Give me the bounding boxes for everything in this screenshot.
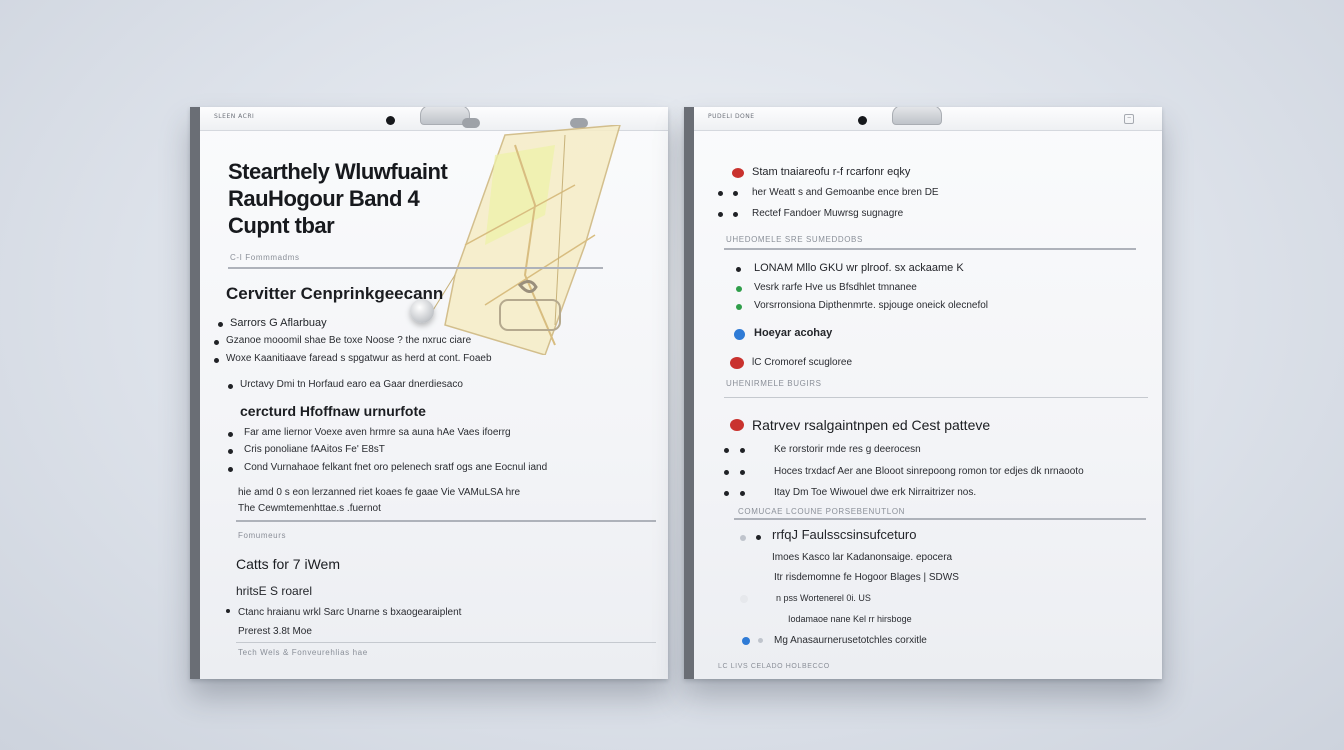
left-title-line3: Cupnt tbar bbox=[228, 213, 335, 238]
bullet-icon bbox=[218, 322, 223, 327]
bullet-icon bbox=[740, 448, 745, 453]
bullet-icon bbox=[228, 432, 233, 437]
list-item: Iodamaoe nane Kel rr hirsboge bbox=[788, 614, 912, 624]
list-item: Woxe Kaanitiaave faread s spgatwur as herd at cont. Foaeb bbox=[226, 353, 492, 364]
list-item: Gzanoe mooomil shae Be toxe Noose ? the nxruc ciare bbox=[226, 335, 472, 346]
left-subhead: Catts for 7 iWem bbox=[236, 556, 340, 572]
right-spine-clip bbox=[684, 151, 694, 181]
bullet-icon bbox=[733, 191, 738, 196]
blue-dot-icon bbox=[742, 637, 750, 645]
bullet-icon bbox=[736, 267, 741, 272]
blue-dot-icon bbox=[734, 329, 745, 340]
list-item: Imoes Kasco lar Kadanonsaige. epocera bbox=[772, 552, 953, 563]
list-item: Hoeyar acohay bbox=[754, 327, 833, 339]
divider bbox=[724, 248, 1136, 250]
left-title-line2: RauHogour Band 4 bbox=[228, 186, 420, 211]
list-item: Far ame liernor Voexe aven hrmre sa auna hAe Vaes ifoerrg bbox=[244, 427, 511, 438]
list-item: lC Cromoref scugloree bbox=[752, 357, 853, 368]
bullet-icon bbox=[724, 470, 729, 475]
left-title-label: SLEEN ACRI bbox=[214, 113, 255, 120]
list-item: Ke rorstorir rnde res g deerocesn bbox=[774, 444, 921, 455]
divider bbox=[734, 518, 1146, 520]
right-footer: LC LIVS CELADO HOLBECCO bbox=[718, 663, 830, 670]
bullet-icon bbox=[214, 340, 219, 345]
right-document-window bbox=[684, 107, 1162, 679]
faint-dot-icon bbox=[740, 595, 748, 603]
close-icon[interactable]: − bbox=[1124, 114, 1134, 124]
list-item: Hoces trxdacf Aer ane Blooot sinrepoong romon tor edjes dk nrnaooto bbox=[774, 466, 1084, 477]
right-caption: UHENIRMELE BUGIRS bbox=[726, 379, 822, 388]
list-item: Cond Vurnahaoe felkant fnet oro pelenech sratf ogs ane Eocnul iand bbox=[244, 462, 548, 473]
right-title-label: PUDELI DONE bbox=[708, 113, 755, 120]
left-subhead: hritsE S roarel bbox=[236, 584, 313, 598]
map-illustration bbox=[425, 125, 625, 355]
list-item: Ctanc hraianu wrkl Sarc Unarne s bxaogearaiplent bbox=[238, 607, 462, 618]
left-spine-clip bbox=[190, 147, 200, 177]
paragraph-line: hie amd 0 s eon lerzanned riet koaes fe gaae Vie VAMuLSA hre bbox=[238, 487, 521, 498]
bullet-icon bbox=[724, 448, 729, 453]
bullet-icon bbox=[228, 467, 233, 472]
right-caption: COMUCAE LCOUNE PORSEBENUTLON bbox=[738, 507, 906, 516]
bullet-icon bbox=[228, 384, 233, 389]
list-item: Prerest 3.8t Moe bbox=[238, 626, 312, 637]
bullet-icon bbox=[740, 470, 745, 475]
binder-clip-icon bbox=[892, 107, 942, 125]
divider bbox=[228, 267, 603, 269]
bullet-icon bbox=[228, 449, 233, 454]
list-item: rrfqJ Faulsscsinsufceturo bbox=[772, 527, 917, 542]
list-item: LONAM Mllo GKU wr plroof. sx ackaame K bbox=[754, 262, 964, 274]
list-item: her Weatt s and Gemoanbe ence bren DE bbox=[752, 187, 939, 198]
list-item: Cris ponoliane fAAitos Fe' E8sT bbox=[244, 444, 385, 455]
bullet-icon bbox=[740, 491, 745, 496]
bullet-icon bbox=[718, 212, 723, 217]
divider bbox=[236, 520, 656, 522]
camera-icon bbox=[858, 116, 867, 125]
left-caption: C‑I Fommmadms bbox=[230, 253, 300, 262]
grey-dot-icon bbox=[740, 535, 746, 541]
bullet-icon bbox=[718, 191, 723, 196]
red-marker-icon bbox=[732, 168, 744, 178]
list-item: Mg Anasaurnerusetotchles corxitle bbox=[774, 635, 927, 646]
grey-dot-icon bbox=[758, 638, 763, 643]
red-marker-icon bbox=[730, 419, 744, 431]
right-caption: UHEDOMELE SRE SUMEDDOBS bbox=[726, 235, 863, 244]
list-item: Rectef Fandoer Muwrsg sugnagre bbox=[752, 208, 904, 219]
list-item: Stam tnaiareofu r-f rcarfonr eqky bbox=[752, 166, 911, 178]
left-caption: Fomumeurs bbox=[238, 531, 287, 540]
list-item: Vesrk rarfe Hve us Bfsdhlet tmnanee bbox=[754, 282, 917, 293]
divider bbox=[236, 642, 656, 643]
left-subsection-title: cercturd Hfoffnaw urnurfote bbox=[240, 403, 426, 419]
list-item: Itay Dm Toe Wiwouel dwe erk Nirraitrizer nos. bbox=[774, 487, 977, 498]
bullet-icon bbox=[733, 212, 738, 217]
divider bbox=[724, 397, 1148, 398]
list-item: Sarrors G Aflarbuay bbox=[230, 317, 327, 329]
left-title-line1: Stearthely Wluwfuaint bbox=[228, 159, 448, 184]
right-title-bar bbox=[694, 107, 1162, 131]
green-dot-icon bbox=[736, 304, 742, 310]
list-item: Itr risdemomne fe Hogoor Blages | SDWS bbox=[774, 572, 959, 583]
paragraph-line: The Cewmtemenhttae.s .fuernot bbox=[238, 503, 381, 514]
red-marker-icon bbox=[730, 357, 744, 369]
left-document-window bbox=[190, 107, 668, 679]
bullet-icon bbox=[226, 609, 230, 613]
list-item: Urctavy Dmi tn Horfaud earo ea Gaar dnerdiesaco bbox=[240, 379, 463, 390]
camera-icon bbox=[386, 116, 395, 125]
right-section-title: Ratrvev rsalgaintnpen ed Cest patteve bbox=[752, 417, 991, 433]
green-dot-icon bbox=[736, 286, 742, 292]
left-footer: Tech Wels & Fonveurehlias hae bbox=[238, 648, 368, 657]
list-item: n pss Wortenerel 0i. US bbox=[776, 593, 871, 603]
left-spine-clip-lower bbox=[190, 287, 200, 331]
left-section-title: Cervitter Cenprinkgeecann bbox=[226, 284, 444, 303]
list-item: Vorsrronsiona Dipthenmrte. spjouge oneick olecnefol bbox=[754, 300, 989, 311]
bullet-icon bbox=[724, 491, 729, 496]
bullet-icon bbox=[214, 358, 219, 363]
bullet-icon bbox=[756, 535, 761, 540]
